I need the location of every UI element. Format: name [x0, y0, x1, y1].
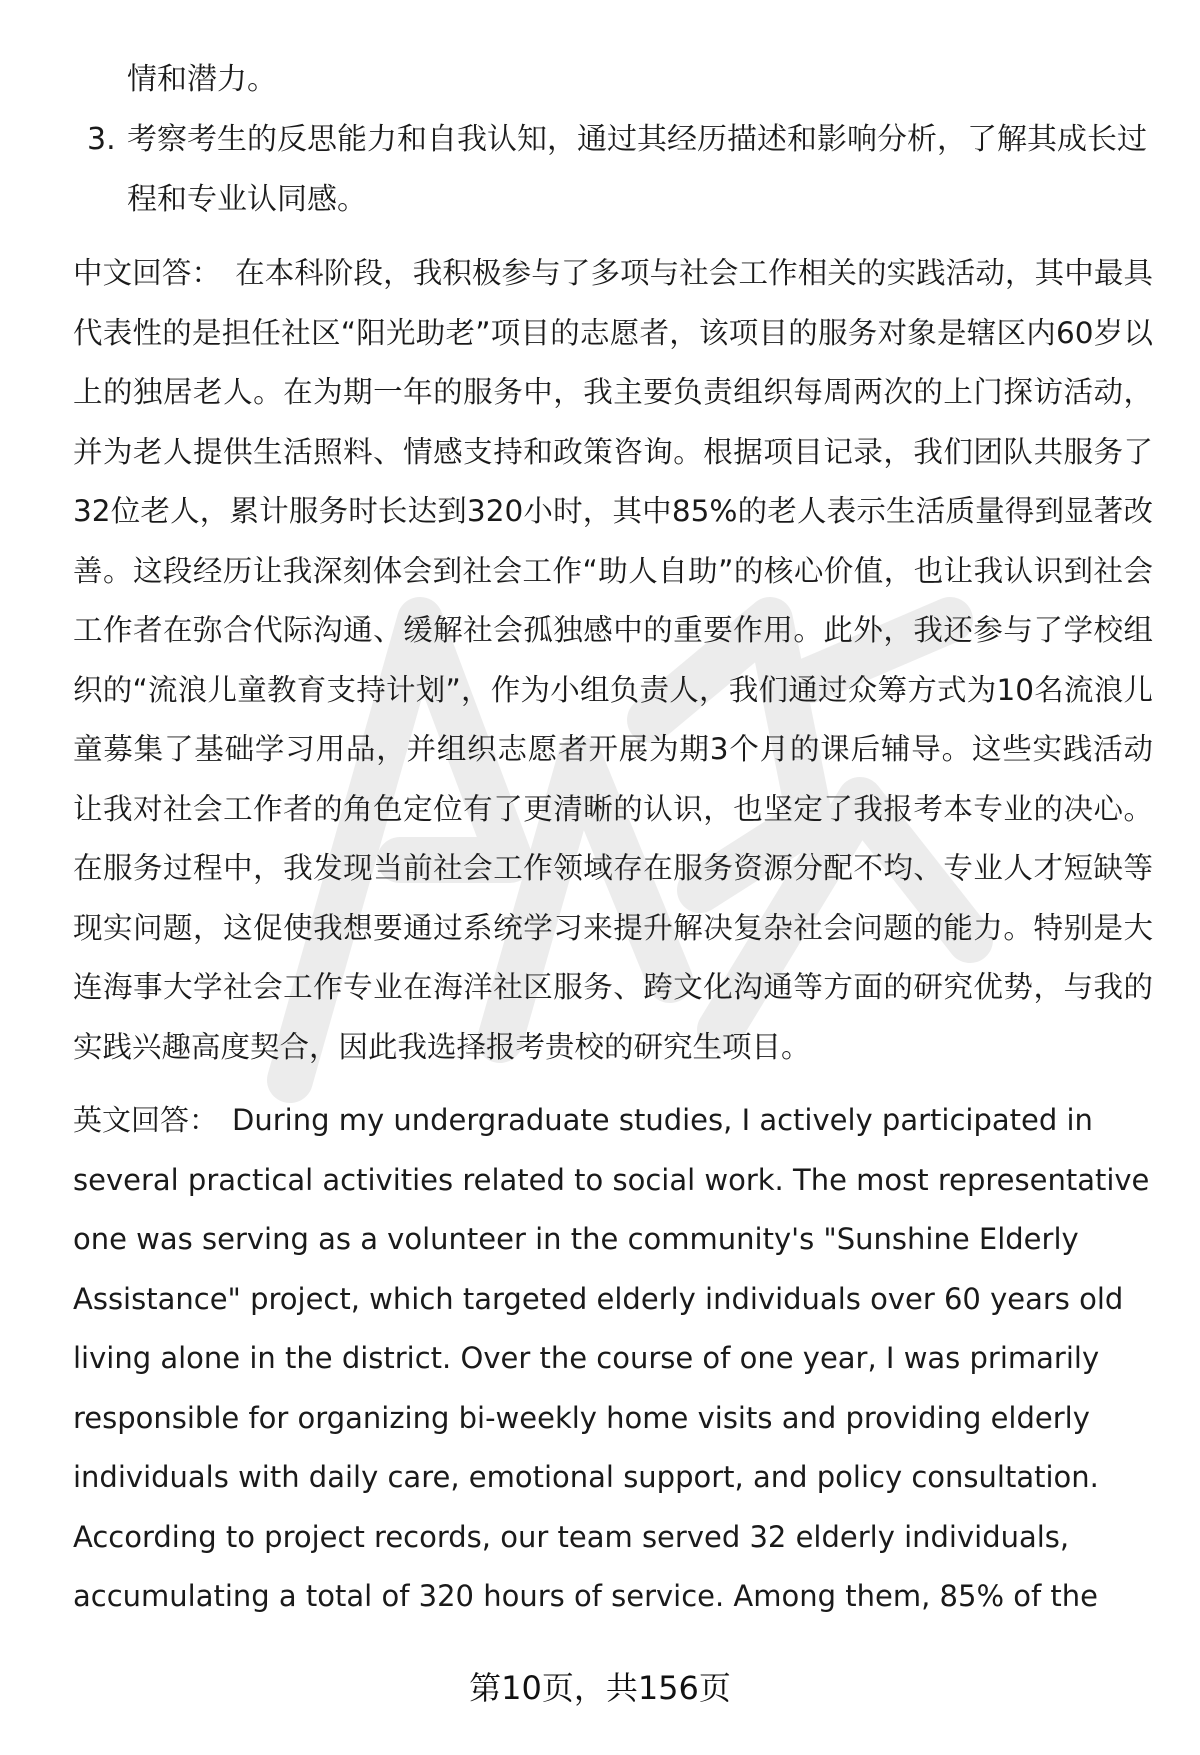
list-item-3: [73, 110, 1153, 230]
list-item-3-number: 3.: [87, 122, 116, 157]
chinese-answer-paragraph: [73, 244, 1153, 1077]
document-body: [73, 50, 1153, 1627]
english-answer-paragraph: [73, 1091, 1153, 1627]
list-item-2-tail: 情和潜力。: [127, 62, 277, 97]
list-item-2-continuation: [73, 50, 1153, 110]
chinese-answer-text: 在本科阶段，我积极参与了多项与社会工作相关的实践活动，其中最具代表性的是担任社区“阳光助老”项目的志愿者，该项目的服务对象是辖区内60岁以上的独居老人。在为期一年的服务中，我主要负责组织每周两次的上门探访活动，并为老人提供生活照料、情感支持和政策咨询。根据项目记录，我们团队共服务了32位老人，累计服务时长达到320小时，其中85%的老人表示生活质量得到显著改善。这段经历让我深刻体会到社会工作“助人自助”的核心价值，也让我认识到社会工作者在弥合代际沟通、缓解社会孤独感中的重要作用。此外，我还参与了学校组织的“流浪儿童教育支持计划”，作为小组负责人，我们通过众筹方式为10名流浪儿童募集了基础学习用品，并组织志愿者开展为期3个月的课后辅导。这些实践活动让我对社会工作者的角色定位有了更清晰的认识，也坚定了我报考本专业的决心。在服务过程中，我发现当前社会工作领域存在服务资源分配不均、专业人才短缺等现实问题，这促使我想要通过系统学习来提升解决复杂社会问题的能力。特别是大连海事大学社会工作专业在海洋社区服务、跨文化沟通等方面的研究优势，与我的实践兴趣高度契合，因此我选择报考贵校的研究生项目。: [73, 256, 1153, 1064]
english-answer-label: 英文回答：: [73, 1103, 219, 1137]
chinese-answer-label: 中文回答：: [73, 256, 222, 290]
page-number-footer: 第10页，共156页: [469, 1669, 731, 1707]
list-item-3-text: 考察考生的反思能力和自我认知，通过其经历描述和影响分析，了解其成长过程和专业认同感。: [127, 122, 1147, 217]
english-answer-text: During my undergraduate studies, I actively participated in several practical activities related to social work. The most representative one was serving as a volunteer in the community's "Sunshine Elderly Assistance" project, which targeted elderly individuals over 60 years old living alone in the district. Over the course of one year, I was primarily responsible for organizing bi-weekly home visits and providing elderly individuals with daily care, emotional support, and policy consultation. According to project records, our team served 32 elderly individuals, accumulating a total of 320 hours of service. Among them, 85% of the: [73, 1103, 1150, 1613]
